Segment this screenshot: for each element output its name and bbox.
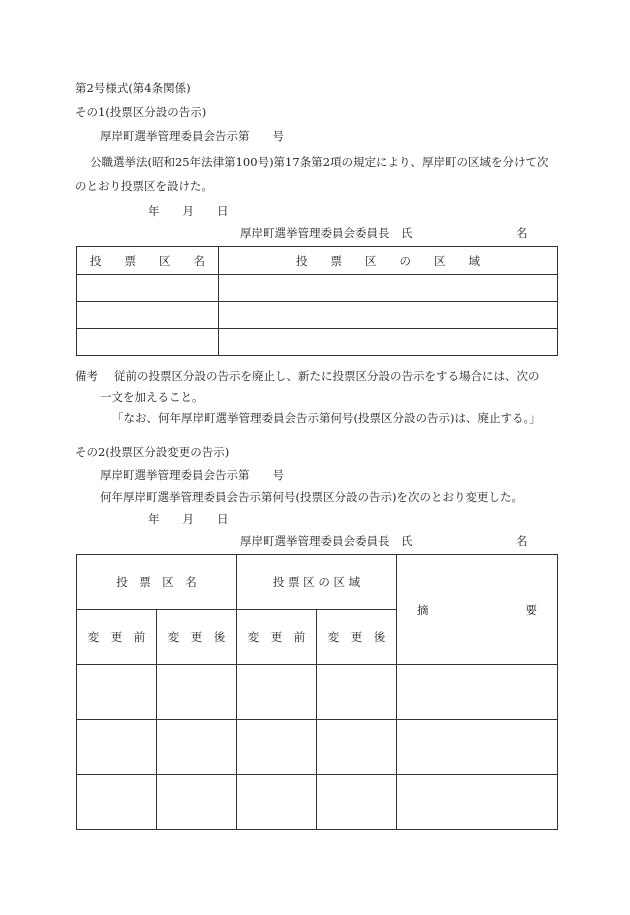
table-cell: [77, 720, 157, 775]
table-cell: [397, 665, 558, 720]
section1-notice-line: 厚岸町選挙管理委員会告示第 号: [100, 129, 284, 143]
section2-sub-after-2-label: 変 更 後: [327, 630, 386, 644]
section2-body-line: 何年厚岸町選挙管理委員会告示第何号(投票区分設の告示)を次のとおり変更した。: [100, 490, 523, 504]
table-cell: [157, 665, 237, 720]
table-row: [77, 302, 558, 329]
table-cell: [219, 302, 558, 329]
section1-table: [76, 246, 558, 356]
table-cell: [237, 665, 317, 720]
section1-signature: 厚岸町選挙管理委員会委員長 氏 名: [240, 226, 528, 240]
table-cell: [77, 775, 157, 830]
section2-table: [76, 554, 558, 830]
table-row: [77, 775, 558, 830]
section1-body-line2: のとおり投票区を設けた。: [75, 179, 213, 193]
section2-summary-char-a: 摘: [417, 602, 429, 617]
section1-date: 年 月 日: [148, 204, 229, 218]
table-row: [77, 329, 558, 356]
table-cell: [77, 329, 219, 356]
section2-sub-before-1-label: 変 更 前: [87, 630, 146, 644]
section2-date: 年 月 日: [148, 512, 229, 526]
section2-header-name: [77, 555, 237, 610]
section2-header-area: [237, 555, 397, 610]
section2-signature: 厚岸町選挙管理委員会委員長 氏 名: [240, 534, 528, 548]
remarks-quote: 「なお、何年厚岸町選挙管理委員会告示第何号(投票区分設の告示)は、廃止する。」: [112, 411, 541, 425]
table-cell: [317, 720, 397, 775]
table-cell: [219, 275, 558, 302]
section2-header-summary: [397, 555, 558, 665]
remarks-line1: 従前の投票区分設の告示を廃止し、新たに投票区分設の告示をする場合には、次の: [114, 369, 540, 383]
table-cell: [397, 775, 558, 830]
section2-sub-before-2: [237, 610, 317, 665]
table-cell: [77, 275, 219, 302]
section2-header-name-label: 投 票 区 名: [116, 575, 197, 589]
table-cell: [157, 775, 237, 830]
section2-sub-before-2-label: 変 更 前: [247, 630, 306, 644]
section2-sub-after-1-label: 変 更 後: [167, 630, 226, 644]
section2-heading: その2(投票区分設変更の告示): [75, 445, 230, 459]
section1-heading: その1(投票区分設の告示): [75, 105, 207, 119]
remarks-label: 備考: [75, 369, 98, 383]
table-cell: [237, 775, 317, 830]
table-cell: [317, 775, 397, 830]
section1-header-name: [77, 247, 219, 275]
section2-notice-line: 厚岸町選挙管理委員会告示第 号: [100, 468, 284, 482]
table-row: [77, 665, 558, 720]
remarks-line2: 一文を加えること。: [100, 390, 204, 404]
table-cell: [397, 720, 558, 775]
section1-body-line1: 公職選挙法(昭和25年法律第100号)第17条第2項の規定により、厚岸町の区域を分けて次: [90, 155, 549, 169]
table-cell: [77, 665, 157, 720]
section2-sub-after-2: [317, 610, 397, 665]
section2-summary-char-b: 要: [525, 602, 537, 617]
form-title: 第2号様式(第4条関係): [75, 81, 191, 95]
table-cell: [317, 665, 397, 720]
table-cell: [157, 720, 237, 775]
section1-header-name-label: 投 票 区 名: [90, 253, 205, 268]
table-cell: [219, 329, 558, 356]
table-row: [77, 720, 558, 775]
table-cell: [237, 720, 317, 775]
section1-header-area-label: 投 票 区 の 区 域: [296, 253, 480, 268]
section1-header-area: [219, 247, 558, 275]
table-row: [77, 275, 558, 302]
section2-sub-before-1: [77, 610, 157, 665]
table-cell: [77, 302, 219, 329]
section2-sub-after-1: [157, 610, 237, 665]
section2-header-area-label: 投 票 区 の 区 域: [272, 575, 361, 589]
